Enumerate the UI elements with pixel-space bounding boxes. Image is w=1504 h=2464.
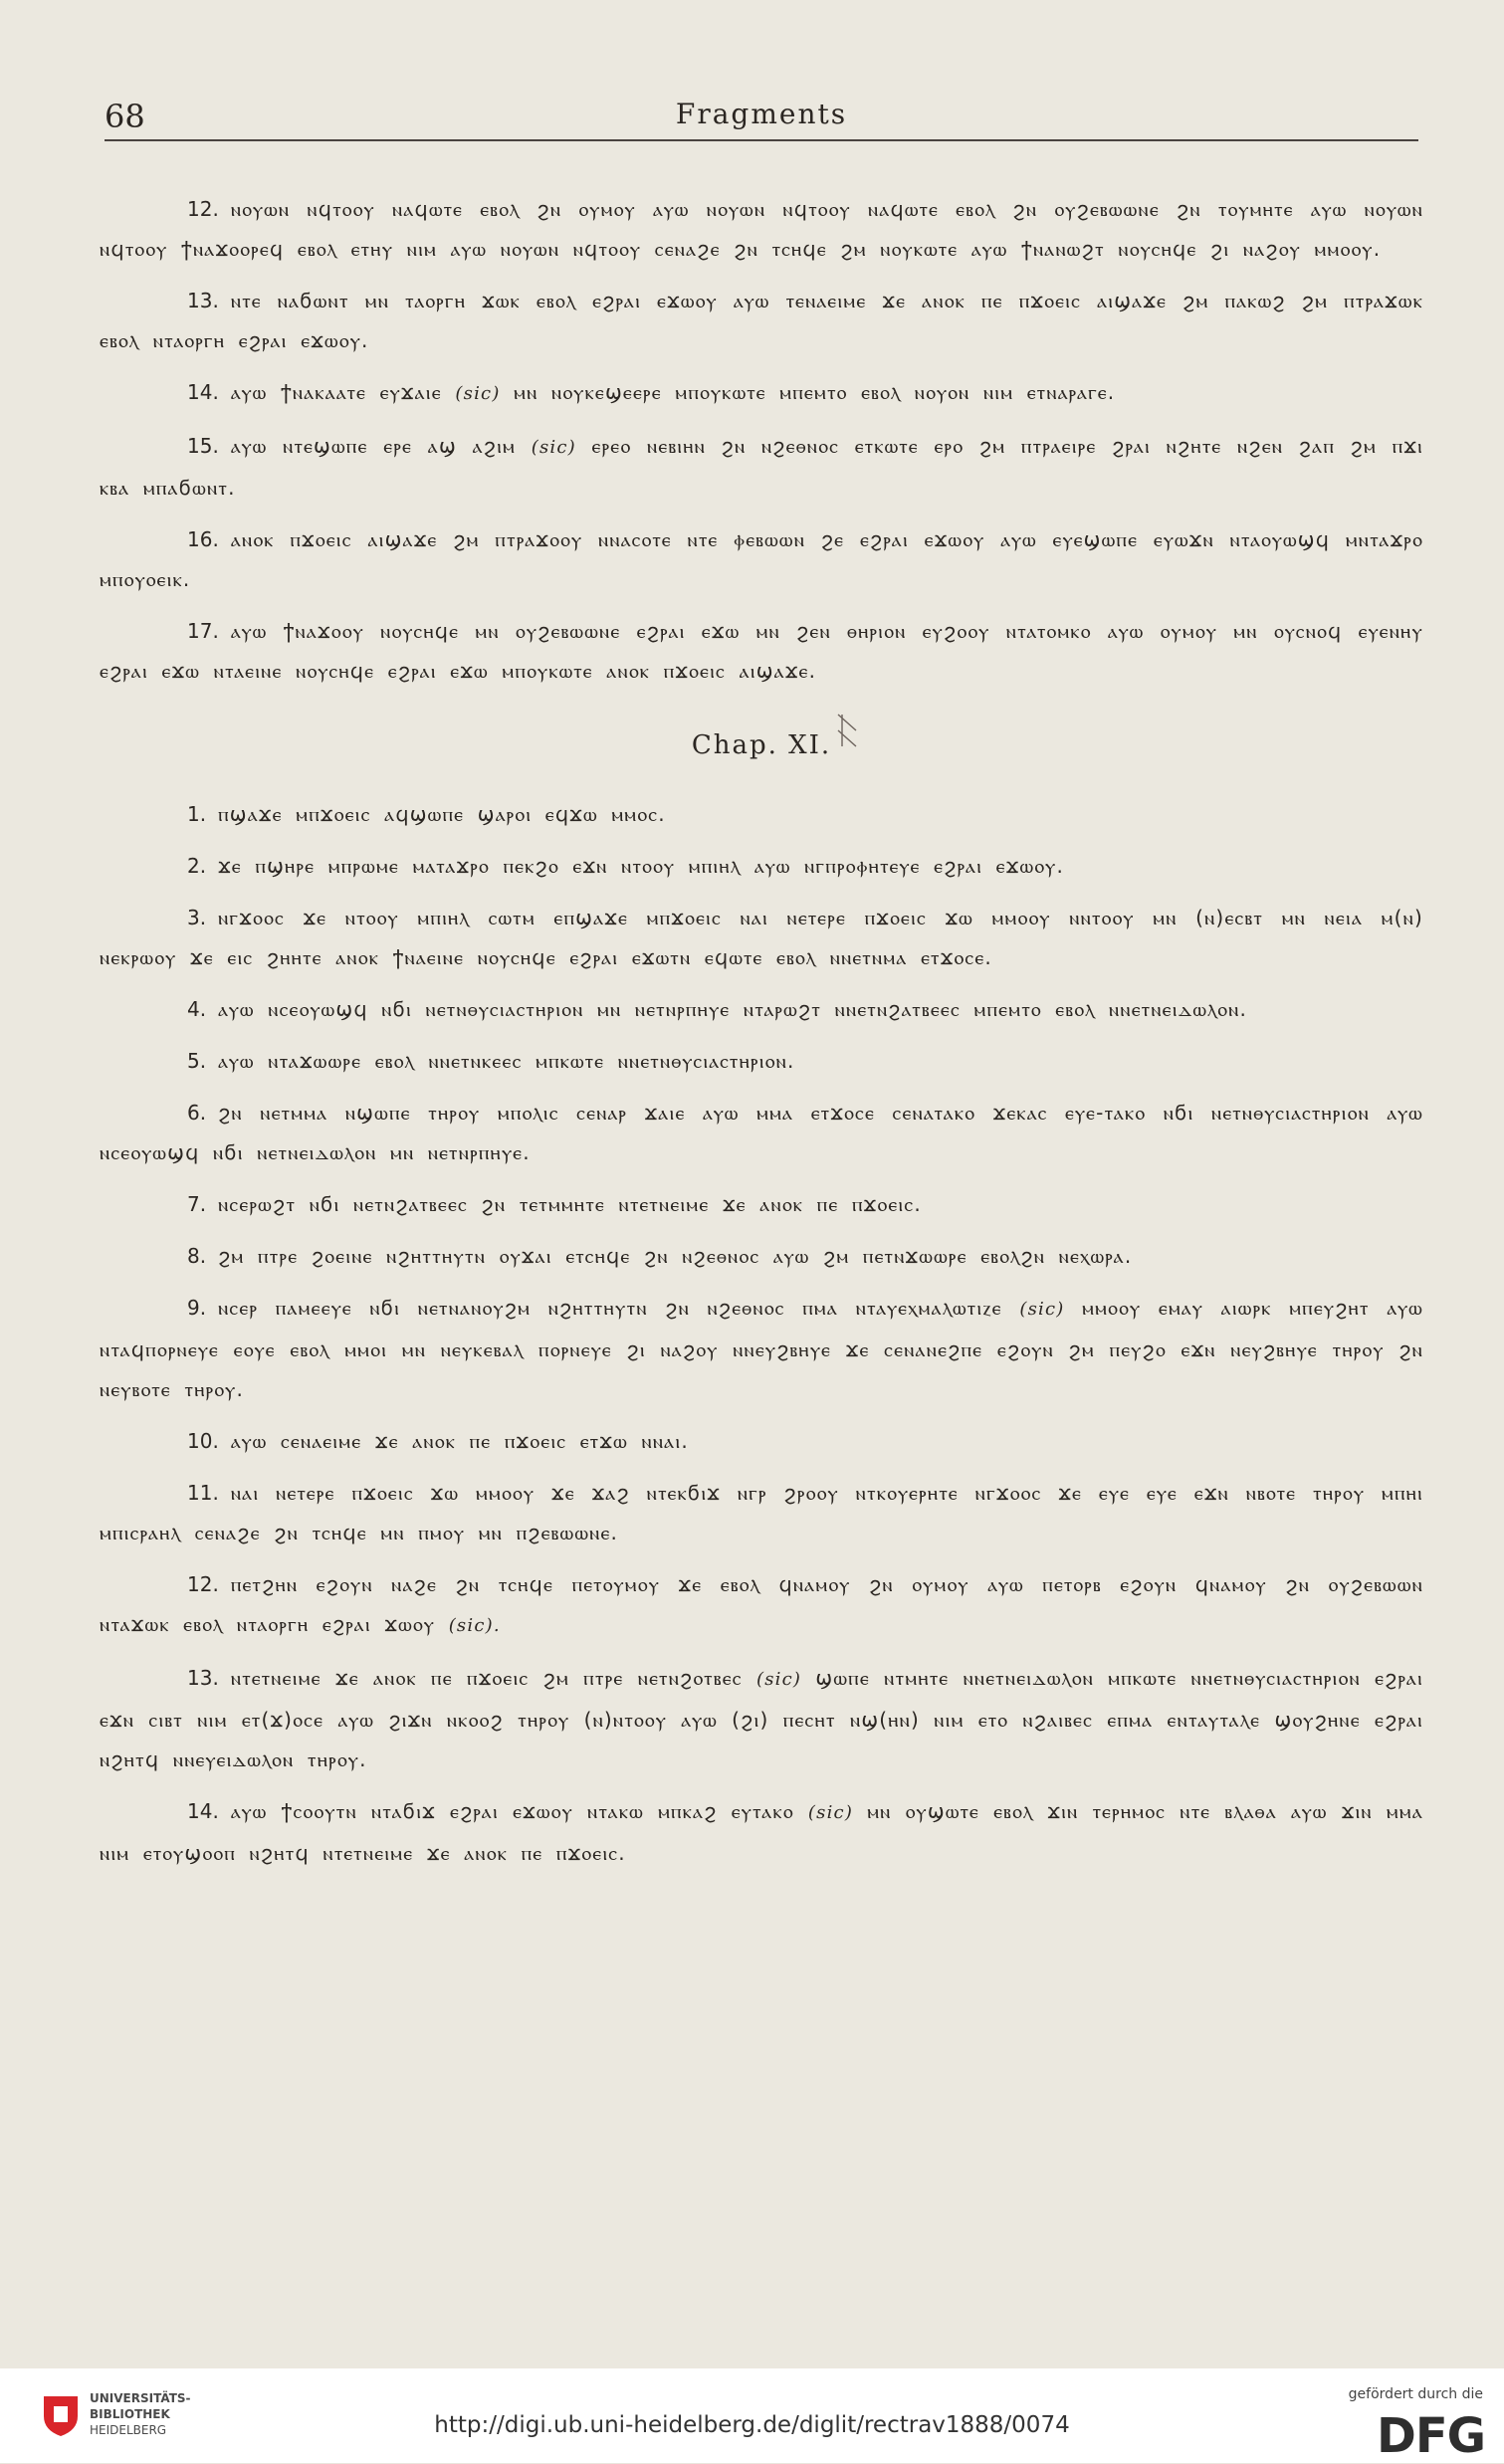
verse-number: 14.	[187, 380, 219, 404]
verse-text-continued: ⲉⲣⲉⲟ ⲛⲉⲃⲓⲏⲛ ϩⲛ ⲛϩⲉⲑⲛⲟⲥ ⲉⲧⲕⲱⲧⲉ ⲉⲣⲟ ϩⲙ ⲡⲧⲣⲁⲉⲓⲣⲉ ϩⲣⲁⲓ ⲛϩⲏⲧⲉ ⲛϩⲉⲛ ϩⲁⲡ ϩⲙ ⲡϫⲓ ⲕⲃⲁ ⲙⲡⲁϭⲱⲛⲧ.	[100, 434, 1423, 500]
verse-paragraph	[100, 1236, 1423, 1276]
verse-paragraph	[100, 189, 1423, 269]
verse-paragraph	[100, 1564, 1423, 1646]
verse-text: ⲛⲟⲩⲱⲛ ⲛϥⲧⲟⲟⲩ ⲛⲁϥⲱⲧⲉ ⲉⲃⲟⲗ ϩⲛ ⲟⲩⲙⲟⲩ ⲁⲩⲱ ⲛⲟⲩⲱⲛ ⲛϥⲧⲟⲟⲩ ⲛⲁϥⲱⲧⲉ ⲉⲃⲟⲗ ϩⲛ ⲟⲩϩⲉⲃⲱⲱⲛⲉ ϩⲛ ⲧⲟⲩⲙⲏⲧⲉ ⲁⲩⲱ ⲛⲟⲩⲱⲛ ⲛϥⲧⲟⲟⲩ ϯⲛⲁϫⲟⲟⲣⲉϥ ⲉⲃⲟⲗ ⲉⲧⲏⲩ ⲛⲓⲙ ⲁⲩⲱ ⲛⲟⲩⲱⲛ ⲛϥⲧⲟⲟⲩ ⲥⲉⲛⲁϩⲉ ϩⲛ ⲧⲥⲏϥⲉ ϩⲙ ⲛⲟⲩⲕⲱⲧⲉ ⲁⲩⲱ ϯⲛⲁⲛⲱϩⲧ ⲛⲟⲩⲥⲏϥⲉ ϩⲓ ⲛⲁϩⲟⲩ ⲙⲙⲟⲟⲩ.	[100, 197, 1423, 261]
verse-number: 8.	[187, 1244, 207, 1268]
verse-text: ϫⲉ ⲡϣⲏⲣⲉ ⲙⲡⲣⲱⲙⲉ ⲙⲁⲧⲁϫⲣⲟ ⲡⲉⲕϩⲟ ⲉϫⲛ ⲛⲧⲟⲟⲩ ⲙⲡⲓⲏⲗ ⲁⲩⲱ ⲛⲅⲡⲣⲟⲫⲏⲧⲉⲩⲉ ⲉϩⲣⲁⲓ ⲉϫⲱⲟⲩ.	[218, 854, 1065, 878]
verse-number: 6.	[187, 1101, 207, 1125]
verse-text: ⲛⲧⲉ ⲛⲁϭⲱⲛⲧ ⲙⲛ ⲧⲁⲟⲣⲅⲏ ϫⲱⲕ ⲉⲃⲟⲗ ⲉϩⲣⲁⲓ ⲉϫⲱⲟⲩ ⲁⲩⲱ ⲧⲉⲛⲁⲉⲓⲙⲉ ϫⲉ ⲁⲛⲟⲕ ⲡⲉ ⲡϫⲟⲉⲓⲥ ⲁⲓϣⲁϫⲉ ϩⲙ ⲡⲁⲕⲱϩ ϩⲙ ⲡⲧⲣⲁϫⲱⲕ ⲉⲃⲟⲗ ⲛⲧⲁⲟⲣⲅⲏ ⲉϩⲣⲁⲓ ⲉϫⲱⲟⲩ.	[100, 289, 1423, 352]
source-url-link[interactable]: http://digi.ub.uni-heidelberg.de/diglit/rectrav1888/0074	[434, 2412, 1070, 2438]
verse-paragraph	[100, 611, 1423, 691]
library-name: UNIVERSITÄTS- BIBLIOTHEK HEIDELBERG	[90, 2391, 191, 2437]
verse-paragraph	[100, 1421, 1423, 1461]
verse-text: ⲁⲩⲱ ϯⲛⲁⲕⲁⲁⲧⲉ ⲉⲩϫⲁⲓⲉ	[230, 380, 442, 404]
verse-paragraph	[100, 1184, 1423, 1224]
verse-number: 13.	[187, 289, 219, 312]
dfg-logo: DFG	[1377, 2408, 1486, 2464]
verse-paragraph	[100, 1658, 1423, 1779]
verse-number: 3.	[187, 906, 207, 929]
sic-note: (sic)	[531, 437, 576, 458]
verse-paragraph	[100, 281, 1423, 360]
verse-number: 2.	[187, 854, 207, 878]
verse-text: ⲁⲩⲱ ⲛⲥⲉⲟⲩⲱϣϥ ⲛϭⲓ ⲛⲉⲧⲛⲑⲩⲥⲓⲁⲥⲧⲏⲣⲓⲟⲛ ⲙⲛ ⲛⲉⲧⲛⲣⲡⲏⲩⲉ ⲛⲧⲁⲣⲱϩⲧ ⲛⲛⲉⲧⲛϩⲁⲧⲃⲉⲉⲥ ⲙⲡⲉⲙⲧⲟ ⲉⲃⲟⲗ ⲛⲛⲉⲧⲛⲉⲓⲇⲱⲗⲟⲛ.	[218, 997, 1248, 1021]
verse-paragraph	[100, 898, 1423, 977]
verse-text-continued: ⲙⲙⲟⲟⲩ ⲉⲙⲁⲩ ⲁⲓⲱⲣⲕ ⲙⲡⲉⲩϩⲏⲧ ⲁⲩⲱ ⲛⲧⲁϥⲡⲟⲣⲛⲉⲩⲉ ⲉⲟⲩⲉ ⲉⲃⲟⲗ ⲙⲙⲟⲓ ⲙⲛ ⲛⲉⲩⲕⲉⲃⲁⲗ ⲡⲟⲣⲛⲉⲩⲉ ϩⲓ ⲛⲁϩⲟⲩ ⲛⲛⲉⲩϩⲃⲏⲩⲉ ϫⲉ ⲥⲉⲛⲁⲛⲉϩⲡⲉ ⲉϩⲟⲩⲛ ϩⲙ ⲡⲉⲩϩⲟ ⲉϫⲛ ⲛⲉⲩϩⲃⲏⲩⲉ ⲧⲏⲣⲟⲩ ϩⲛ ⲛⲉⲩⲃⲟⲧⲉ ⲧⲏⲣⲟⲩ.	[100, 1296, 1423, 1401]
page-number: 68	[105, 98, 145, 135]
verse-paragraph	[100, 426, 1423, 508]
verse-paragraph	[100, 1041, 1423, 1081]
verse-number: 15.	[187, 434, 219, 458]
verse-text: ⲁⲩⲱ ⲥⲉⲛⲁⲉⲓⲙⲉ ϫⲉ ⲁⲛⲟⲕ ⲡⲉ ⲡϫⲟⲉⲓⲥ ⲉⲧϫⲱ ⲛⲛⲁⲓ.	[230, 1429, 689, 1453]
verse-number: 16.	[187, 527, 219, 551]
chapter-heading: Chap. XI.	[100, 730, 1423, 760]
sic-note: (sic).	[448, 1615, 501, 1636]
verse-text: ⲛⲧⲉⲧⲛⲉⲓⲙⲉ ϫⲉ ⲁⲛⲟⲕ ⲡⲉ ⲡϫⲟⲉⲓⲥ ϩⲙ ⲡⲧⲣⲉ ⲛⲉⲧⲛϩⲟⲧⲃⲉⲥ	[230, 1666, 743, 1690]
sic-note: (sic)	[756, 1669, 802, 1690]
verse-number: 13.	[187, 1666, 219, 1690]
verse-paragraph	[100, 794, 1423, 834]
verse-number: 5.	[187, 1049, 207, 1073]
verse-text-continued: ⲙⲛ ⲛⲟⲩⲕⲉϣⲉⲉⲣⲉ ⲙⲡⲟⲩⲕⲱⲧⲉ ⲙⲡⲉⲙⲧⲟ ⲉⲃⲟⲗ ⲛⲟⲩⲟⲛ ⲛⲓⲙ ⲉⲧⲛⲁⲣⲁⲅⲉ.	[514, 380, 1116, 404]
verse-text: ⲛⲅϫⲟⲟⲥ ϫⲉ ⲛⲧⲟⲟⲩ ⲙⲡⲓⲏⲗ ⲥⲱⲧⲙ ⲉⲡϣⲁϫⲉ ⲙⲡϫⲟⲉⲓⲥ ⲛⲁⲓ ⲛⲉⲧⲉⲣⲉ ⲡϫⲟⲉⲓⲥ ϫⲱ ⲙⲙⲟⲟⲩ ⲛⲛⲧⲟⲟⲩ ⲙⲛ (ⲛ)ⲉⲥⲃⲧ ⲙⲛ ⲛⲉⲓⲁ ⲙ(ⲛ) ⲛⲉⲕⲣⲱⲟⲩ ϫⲉ ⲉⲓⲥ ϩⲏⲏⲧⲉ ⲁⲛⲟⲕ ϯⲛⲁⲉⲓⲛⲉ ⲛⲟⲩⲥⲏϥⲉ ⲉϩⲣⲁⲓ ⲉϫⲱⲧⲛ ⲉϥⲱⲧⲉ ⲉⲃⲟⲗ ⲛⲛⲉⲧⲛⲙⲁ ⲉⲧϫⲟⲥⲉ.	[100, 906, 1423, 969]
verse-number: 11.	[187, 1481, 219, 1505]
paragraphs-after-chapter	[100, 794, 1423, 1873]
verse-text: ⲡϣⲁϫⲉ ⲙⲡϫⲟⲉⲓⲥ ⲁϥϣⲱⲡⲉ ϣⲁⲣⲟⲓ ⲉϥϫⲱ ⲙⲙⲟⲥ.	[218, 802, 666, 826]
verse-text-continued: ϣⲱⲡⲉ ⲛⲧⲙⲏⲧⲉ ⲛⲛⲉⲧⲛⲉⲓⲇⲱⲗⲟⲛ ⲙⲡⲕⲱⲧⲉ ⲛⲛⲉⲧⲛⲑⲩⲥⲓⲁⲥⲧⲏⲣⲓⲟⲛ ⲉϩⲣⲁⲓ ⲉϫⲛ ⲥⲓⲃⲧ ⲛⲓⲙ ⲉⲧ(ϫ)ⲟⲥⲉ ⲁⲩⲱ ϩⲓϫⲛ ⲛⲕⲟⲟϩ ⲧⲏⲣⲟⲩ (ⲛ)ⲛⲧⲟⲟⲩ ⲁⲩⲱ (ϩⲓ) ⲡⲉⲥⲏⲧ ⲛϣ(ⲏⲛ) ⲛⲓⲙ ⲉⲧⲟ ⲛϩⲁⲓⲃⲉⲥ ⲉⲡⲙⲁ ⲉⲛⲧⲁⲩⲧⲁⲗⲉ ϣⲟⲩϩⲏⲛⲉ ⲉϩⲣⲁⲓ ⲛϩⲏⲧϥ ⲛⲛⲉⲩⲉⲓⲇⲱⲗⲟⲛ ⲧⲏⲣⲟⲩ.	[100, 1666, 1424, 1771]
verse-text: ⲛⲥⲉⲣⲱϩⲧ ⲛϭⲓ ⲛⲉⲧⲛϩⲁⲧⲃⲉⲉⲥ ϩⲛ ⲧⲉⲧⲙⲙⲏⲧⲉ ⲛⲧⲉⲧⲛⲉⲓⲙⲉ ϫⲉ ⲁⲛⲟⲕ ⲡⲉ ⲡϫⲟⲉⲓⲥ.	[218, 1192, 922, 1216]
verse-text: ⲛⲥⲉⲣ ⲡⲁⲙⲉⲉⲩⲉ ⲛϭⲓ ⲛⲉⲧⲛⲁⲛⲟⲩϩⲙ ⲛϩⲏⲧⲧⲏⲩⲧⲛ ϩⲛ ⲛϩⲉⲑⲛⲟⲥ ⲡⲙⲁ ⲛⲧⲁⲩⲉⲭⲙⲁⲗⲱⲧⲓⲍⲉ	[218, 1296, 1002, 1320]
verse-number: 10.	[187, 1429, 219, 1453]
verse-number: 12.	[187, 1572, 219, 1596]
verse-text: ⲁⲛⲟⲕ ⲡϫⲟⲉⲓⲥ ⲁⲓϣⲁϫⲉ ϩⲙ ⲡⲧⲣⲁϫⲟⲟⲩ ⲛⲛⲁⲥⲟⲧⲉ ⲛⲧⲉ ⲫⲉⲃⲱⲱⲛ ϩⲉ ⲉϩⲣⲁⲓ ⲉϫⲱⲟⲩ ⲁⲩⲱ ⲉⲩⲉϣⲱⲡⲉ ⲉⲩⲱϫⲛ ⲛⲧⲁⲟⲩⲱϣϥ ⲙⲛⲧⲁϫⲣⲟ ⲙⲡⲟⲩⲟⲉⲓⲕ.	[100, 527, 1423, 591]
sic-note: (sic)	[455, 383, 501, 404]
paragraphs-before-chapter	[100, 189, 1423, 691]
verse-text: ⲛⲁⲓ ⲛⲉⲧⲉⲣⲉ ⲡϫⲟⲉⲓⲥ ϫⲱ ⲙⲙⲟⲟⲩ ϫⲉ ϫⲁϩ ⲛⲧⲉⲕϭⲓϫ ⲛⲅⲣ ϩⲣⲟⲟⲩ ⲛⲧⲕⲟⲩⲉⲣⲏⲧⲉ ⲛⲅϫⲟⲟⲥ ϫⲉ ⲉⲩⲉ ⲉⲩⲉ ⲉϫⲛ ⲛⲃⲟⲧⲉ ⲧⲏⲣⲟⲩ ⲙⲡⲏⲓ ⲙⲡⲓⲥⲣⲁⲏⲗ ⲥⲉⲛⲁϩⲉ ϩⲛ ⲧⲥⲏϥⲉ ⲙⲛ ⲡⲙⲟⲩ ⲙⲛ ⲡϩⲉⲃⲱⲱⲛⲉ.	[100, 1481, 1423, 1544]
verse-number: 9.	[187, 1296, 207, 1320]
verse-text: ⲡⲉⲧϩⲏⲛ ⲉϩⲟⲩⲛ ⲛⲁϩⲉ ϩⲛ ⲧⲥⲏϥⲉ ⲡⲉⲧⲟⲩⲙⲟⲩ ϫⲉ ⲉⲃⲟⲗ ϥⲛⲁⲙⲟⲩ ϩⲛ ⲟⲩⲙⲟⲩ ⲁⲩⲱ ⲡⲉⲧⲟⲣⲃ ⲉϩⲟⲩⲛ ϥⲛⲁⲙⲟⲩ ϩⲛ ⲟⲩϩⲉⲃⲱⲱⲛ ⲛⲧⲁϫⲱⲕ ⲉⲃⲟⲗ ⲛⲧⲁⲟⲣⲅⲏ ⲉϩⲣⲁⲓ ϫⲱⲟⲩ	[100, 1572, 1423, 1636]
verse-number: 4.	[187, 997, 207, 1021]
verse-number: 17.	[187, 619, 219, 643]
verse-number: 1.	[187, 802, 207, 826]
verse-paragraph	[100, 519, 1423, 599]
verse-paragraph	[100, 372, 1423, 414]
sic-note: (sic)	[807, 1802, 854, 1823]
verse-text: ⲁⲩⲱ ⲛⲧⲁϫⲱⲱⲣⲉ ⲉⲃⲟⲗ ⲛⲛⲉⲧⲛⲕⲉⲉⲥ ⲙⲡⲕⲱⲧⲉ ⲛⲛⲉⲧⲛⲑⲩⲥⲓⲁⲥⲧⲏⲣⲓⲟⲛ.	[218, 1049, 795, 1073]
verse-text: ϩⲛ ⲛⲉⲧⲙⲙⲁ ⲛϣⲱⲡⲉ ⲧⲏⲣⲟⲩ ⲙⲡⲟⲗⲓⲥ ⲥⲉⲛⲁⲣ ϫⲁⲓⲉ ⲁⲩⲱ ⲙⲙⲁ ⲉⲧϫⲟⲥⲉ ⲥⲉⲛⲁⲧⲁⲕⲟ ϫⲉⲕⲁⲥ ⲉⲩⲉ-ⲧⲁⲕⲟ ⲛϭⲓ ⲛⲉⲧⲛⲑⲩⲥⲓⲁⲥⲧⲏⲣⲓⲟⲛ ⲁⲩⲱ ⲛⲥⲉⲟⲩⲱϣϥ ⲛϭⲓ ⲛⲉⲧⲛⲉⲓⲇⲱⲗⲟⲛ ⲙⲛ ⲛⲉⲧⲛⲣⲡⲏⲩⲉ.	[100, 1101, 1423, 1164]
verse-number: 14.	[187, 1799, 219, 1823]
verse-text: ⲁⲩⲱ ϯⲥⲟⲟⲩⲧⲛ ⲛⲧⲁϭⲓϫ ⲉϩⲣⲁⲓ ⲉϫⲱⲟⲩ ⲛⲧⲁⲕⲱ ⲙⲡⲕⲁϩ ⲉⲩⲧⲁⲕⲟ	[230, 1799, 794, 1823]
verse-paragraph	[100, 1473, 1423, 1552]
verse-paragraph	[100, 1093, 1423, 1172]
verse-text: ⲁⲩⲱ ⲛⲧⲉϣⲱⲡⲉ ⲉⲣⲉ ⲁϣ ⲁϩⲓⲙ	[230, 434, 517, 458]
footer-bar	[0, 2368, 1504, 2463]
verse-paragraph	[100, 1288, 1423, 1409]
running-title: Fragments	[675, 98, 848, 130]
funding-text: gefördert durch die	[1348, 2386, 1483, 2402]
verse-text: ϩⲙ ⲡⲧⲣⲉ ϩⲟⲉⲓⲛⲉ ⲛϩⲏⲧⲧⲏⲩⲧⲛ ⲟⲩϫⲁⲓ ⲉⲧⲥⲏϥⲉ ϩⲛ ⲛϩⲉⲑⲛⲟⲥ ⲁⲩⲱ ϩⲙ ⲡⲉⲧⲛϫⲱⲱⲣⲉ ⲉⲃⲟⲗϩⲛ ⲛⲉⲭⲱⲣⲁ.	[218, 1244, 1133, 1268]
verse-number: 7.	[187, 1192, 207, 1216]
verse-text-continued: ⲙⲛ ⲟⲩϣⲱⲧⲉ ⲉⲃⲟⲗ ϫⲓⲛ ⲧⲉⲣⲏⲙⲟⲥ ⲛⲧⲉ ⲃⲗⲁⲑⲁ ⲁⲩⲱ ϫⲓⲛ ⲙⲙⲁ ⲛⲓⲙ ⲉⲧⲟⲩϣⲟⲟⲡ ⲛϩⲏⲧϥ ⲛⲧⲉⲧⲛⲉⲓⲙⲉ ϫⲉ ⲁⲛⲟⲕ ⲡⲉ ⲡϫⲟⲉⲓⲥ.	[100, 1799, 1424, 1865]
handwritten-mark	[836, 711, 858, 750]
page-header	[105, 92, 1418, 141]
body-text	[100, 189, 1423, 1885]
sic-note: (sic)	[1019, 1299, 1065, 1320]
verse-text: ⲁⲩⲱ ϯⲛⲁϫⲟⲟⲩ ⲛⲟⲩⲥⲏϥⲉ ⲙⲛ ⲟⲩϩⲉⲃⲱⲱⲛⲉ ⲉϩⲣⲁⲓ ⲉϫⲱ ⲙⲛ ϩⲉⲛ ⲑⲏⲣⲓⲟⲛ ⲉⲩϩⲟⲟⲩ ⲛⲧⲁⲧⲟⲙⲕⲟ ⲁⲩⲱ ⲟⲩⲙⲟⲩ ⲙⲛ ⲟⲩⲥⲛⲟϥ ⲉⲩⲉⲛⲏⲩ ⲉϩⲣⲁⲓ ⲉϫⲱ ⲛⲧⲁⲉⲓⲛⲉ ⲛⲟⲩⲥⲏϥⲉ ⲉϩⲣⲁⲓ ⲉϫⲱ ⲙⲡⲟⲩⲕⲱⲧⲉ ⲁⲛⲟⲕ ⲡϫⲟⲉⲓⲥ ⲁⲓϣⲁϫⲉ.	[100, 619, 1423, 683]
verse-number: 12.	[187, 197, 219, 221]
verse-paragraph	[100, 989, 1423, 1029]
verse-paragraph	[100, 1791, 1423, 1873]
verse-paragraph	[100, 846, 1423, 886]
